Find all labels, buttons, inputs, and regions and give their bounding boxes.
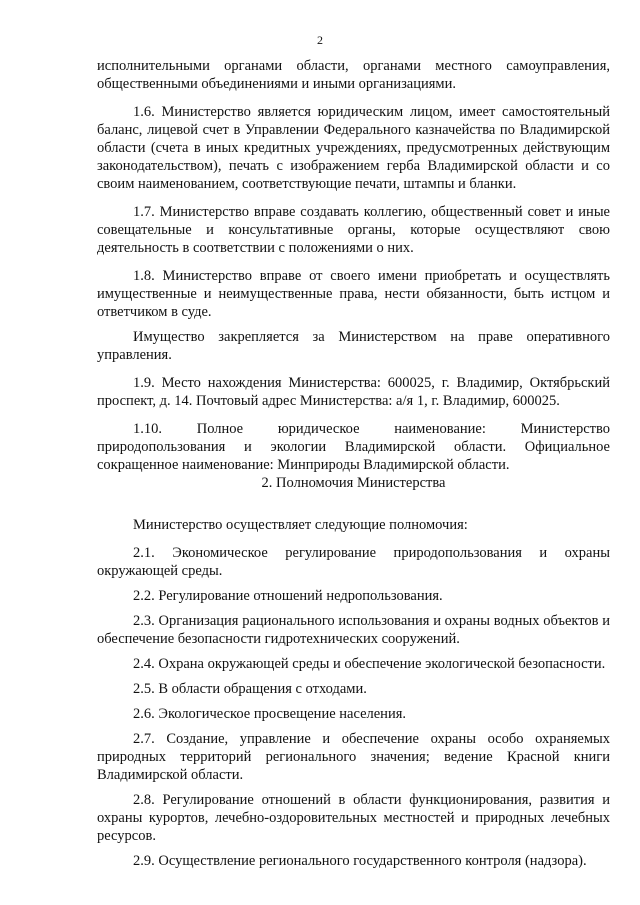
paragraph-property: Имущество закрепляется за Министерством на праве оперативного управления. <box>97 329 610 363</box>
paragraph-continuation: исполнительными органами области, органами местного самоуправления, общественными объединениями и иными организациями. <box>97 58 610 92</box>
section-intro: Министерство осуществляет следующие полномочия: <box>133 517 468 533</box>
paragraph-1-7: 1.7. Министерство вправе создавать коллегию, общественный совет и иные совещательные и консультативные органы, которые осуществляют свою деятельность в соответствии с положениями о них. <box>97 204 610 256</box>
item-2-3: 2.3. Организация рационального использования и охраны водных объектов и обеспечение безопасности гидротехнических сооружений. <box>97 613 610 647</box>
item-2-6: 2.6. Экологическое просвещение населения. <box>133 706 406 722</box>
paragraph-1-8: 1.8. Министерство вправе от своего имени приобретать и осуществлять имущественные и неимущественные права, нести обязанности, быть истцом и ответчиком в суде. <box>97 268 610 320</box>
item-2-9: 2.9. Осуществление регионального государственного контроля (надзора). <box>133 853 587 869</box>
item-2-4: 2.4. Охрана окружающей среды и обеспечение экологической безопасности. <box>133 656 606 672</box>
document-body <box>97 57 610 870</box>
item-2-5: 2.5. В области обращения с отходами. <box>133 681 367 697</box>
item-2-2: 2.2. Регулирование отношений недропользования. <box>133 588 443 604</box>
item-2-1: 2.1. Экономическое регулирование природопользования и охраны окружающей среды. <box>97 545 610 579</box>
paragraph-1-9: 1.9. Место нахождения Министерства: 600025, г. Владимир, Октябрьский проспект, д. 14. Почтовый адрес Министерства: а/я 1, г. Владимир, 600025. <box>97 375 610 409</box>
item-2-8: 2.8. Регулирование отношений в области функционирования, развития и охраны курортов, лечебно-оздоровительных местностей и природных лечебных ресурсов. <box>97 792 610 844</box>
paragraph-1-6: 1.6. Министерство является юридическим лицом, имеет самостоятельный баланс, лицевой счет в Управлении Федерального казначейства по Владимирской области (счета в иных кредитных учреждениях, предусмотренных действующим законодательством), печать с изображением герба Владимирской области и со своим наименованием, соответствующие печати, штампы и бланки. <box>97 104 610 192</box>
paragraph-1-10: 1.10. Полное юридическое наименование: Министерство природопользования и экологии Владимирской области. Официальное сокращенное наименование: Минприроды Владимирской области. <box>97 421 610 473</box>
page-number: 2 <box>317 33 323 47</box>
section-title: 2. Полномочия Министерства <box>261 475 446 491</box>
item-2-7: 2.7. Создание, управление и обеспечение охраны особо охраняемых природных территорий регионального значения; ведение Красной книги Владимирской области. <box>97 731 610 783</box>
